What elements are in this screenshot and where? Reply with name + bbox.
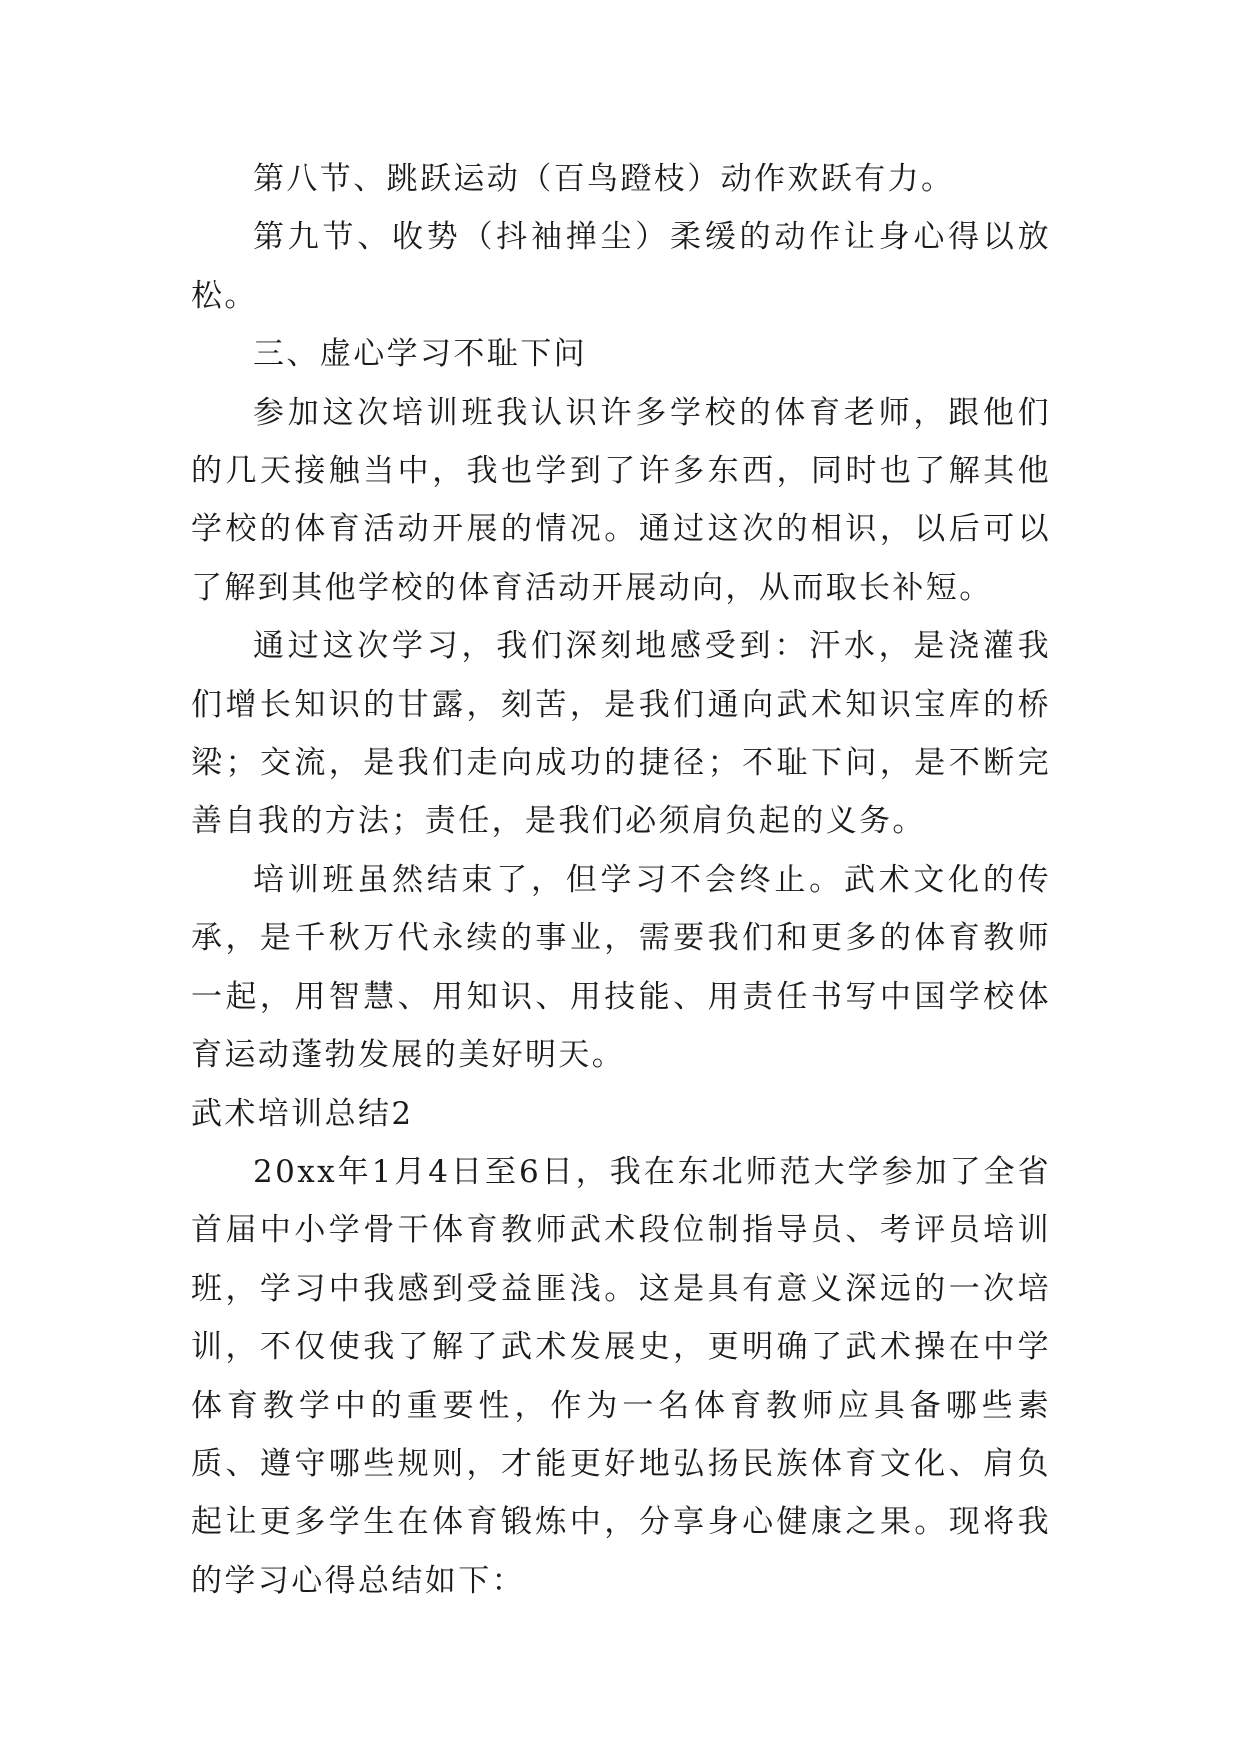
paragraph-section-8: 第八节、跳跃运动（百鸟蹬枝）动作欢跃有力。 [253,161,955,197]
subheading-humble-learning: 三、虚心学习不耻下问 [253,336,587,373]
paragraph-learning-lessons: 通过这次学习，我们深刻地感受到：汗水，是浇灌我们增长知识的甘露，刻苦，是我们通向武术知识宝库的桥梁；交流，是我们走向成功的捷径；不耻下问，是不断完善自我的方法；责任，是我们必须肩负起的义务。 [191,628,1051,840]
document-body [191,150,1051,1610]
paragraph-section-9: 第九节、收势（抖袖掸尘）柔缓的动作让身心得以放松。 [191,219,1051,314]
paragraph-training-teachers: 参加这次培训班我认识许多学校的体育老师，跟他们的几天接触当中，我也学到了许多东西，同时也了解其他学校的体育活动开展的情况。通过这次的相识，以后可以了解到其他学校的体育活动开展动向，从而取长补短。 [191,394,1051,606]
paragraph-summary-2-intro: 20xx年1月4日至6日，我在东北师范大学参加了全省首届中小学骨干体育教师武术段位制指导员、考评员培训班，学习中我感到受益匪浅。这是具有意义深远的一次培训，不仅使我了解了武术发展史，更明确了武术操在中学体育教学中的重要性，作为一名体育教师应具备哪些素质、遵守哪些规则，才能更好地弘扬民族体育文化、肩负起让更多学生在体育锻炼中，分享身心健康之果。现将我的学习心得总结如下： [191,1153,1051,1599]
section-title-summary-2: 武术培训总结2 [191,1095,414,1132]
paragraph-training-end: 培训班虽然结束了，但学习不会终止。武术文化的传承，是千秋万代永续的事业，需要我们和更多的体育教师一起，用智慧、用知识、用技能、用责任书写中国学校体育运动蓬勃发展的美好明天。 [191,861,1051,1074]
